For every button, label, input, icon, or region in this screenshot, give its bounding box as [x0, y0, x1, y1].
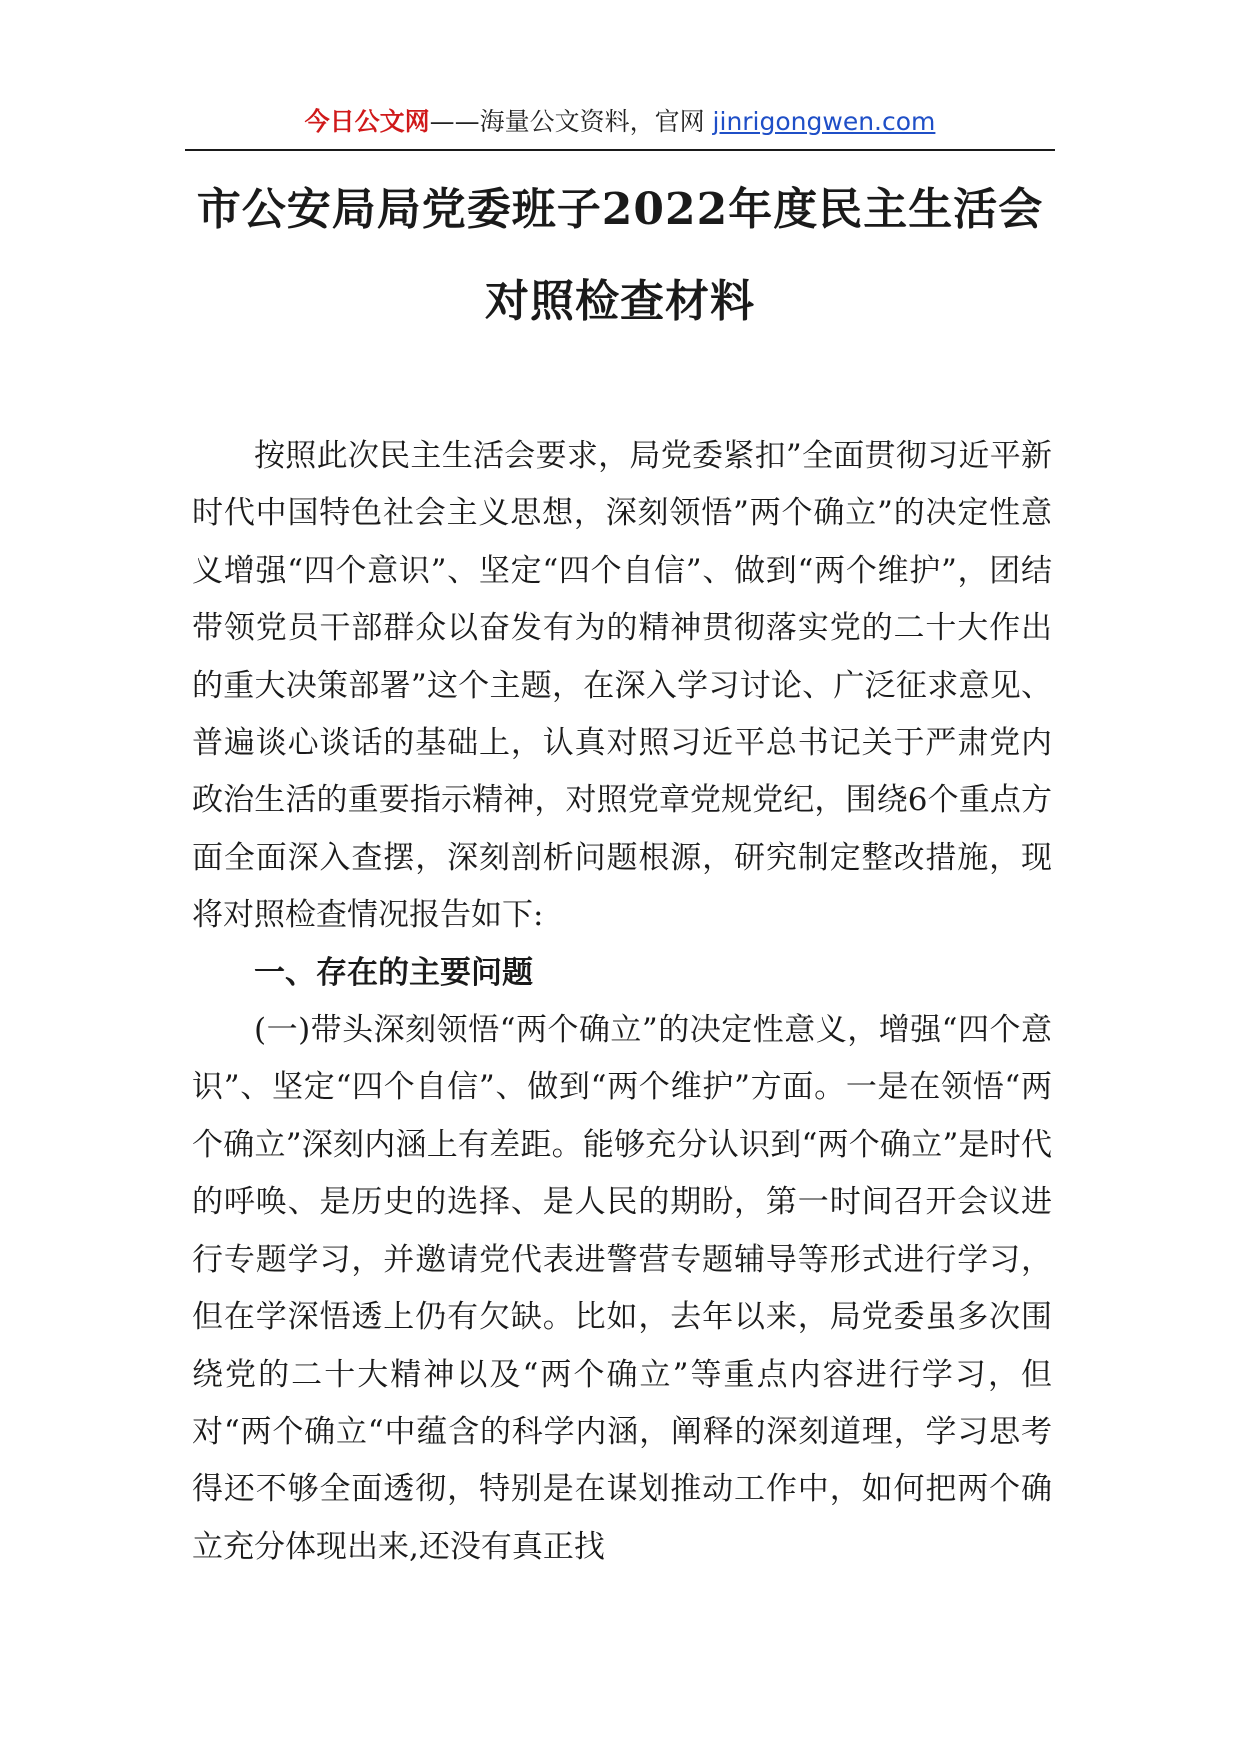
intro-paragraph: 按照此次民主生活会要求，局党委紧扣”全面贯彻习近平新时代中国特色社会主义思想，深刻领悟”两个确立”的决定性意义增强“四个意识”、坚定“四个自信”、做到“两个维护”，团结带领党员干部群众以奋发有为的精神贯彻落实党的二十大作出的重大决策部署”这个主题，在深入学习讨论、广泛征求意见、普遍谈心谈话的基础上，认真对照习近平总书记关于严肃党内政治生活的重要指示精神，对照党章党规党纪，围绕6个重点方面全面深入查摆，深刻剖析问题根源，研究制定整改措施，现将对照检查情况报告如下:: [192, 438, 1052, 934]
site-brand: 今日公文网: [304, 107, 430, 136]
section-heading: 一、存在的主要问题: [254, 954, 533, 991]
site-tagline: ——海量公文资料，官网: [429, 107, 713, 136]
header-divider: [185, 149, 1055, 151]
site-url-link[interactable]: jinrigongwen.com: [712, 107, 936, 136]
document-title-line-1: 市公安局局党委班子2022年度民主生活会: [196, 184, 1044, 235]
document-title-line-2: 对照检查材料: [485, 276, 755, 327]
document-body: [192, 428, 1052, 1576]
site-header: [185, 104, 1055, 140]
section-paragraph: (一)带头深刻领悟“两个确立”的决定性意义，增强“四个意识”、坚定“四个自信”、做到“两个维护”方面。一是在领悟“两个确立”深刻内涵上有差距。能够充分认识到“两个确立”是时代的呼唤、是历史的选择、是人民的期盼，第一时间召开会议进行专题学习，并邀请党代表进警营专题辅导等形式进行学习，但在学深悟透上仍有欠缺。比如，去年以来，局党委虽多次围绕党的二十大精神以及“两个确立”等重点内容进行学习，但对“两个确立“中蕴含的科学内涵，阐释的深刻道理，学习思考得还不够全面透彻，特别是在谋划推动工作中，如何把两个确立充分体现出来,还没有真正找: [192, 1012, 1052, 1565]
